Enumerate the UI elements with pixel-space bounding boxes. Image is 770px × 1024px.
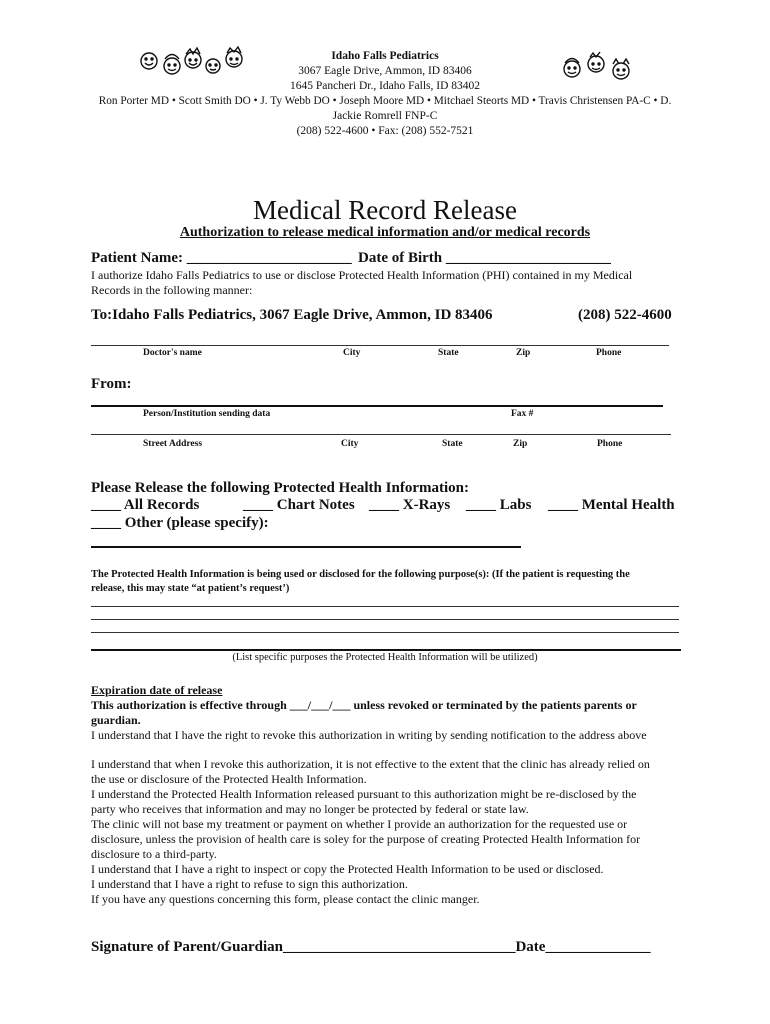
label-zip: Zip	[516, 348, 531, 358]
label-street-address: Street Address	[143, 439, 203, 449]
understand-line-10: If you have any questions concerning this form, please contact the clinic manger.	[91, 892, 480, 906]
label-from-zip: Zip	[513, 439, 528, 449]
understand-line-2: the use or disclosure of the Protected Health Information.	[91, 772, 367, 786]
option-other[interactable]: ____ Other (please specify):	[91, 515, 269, 531]
purpose-caption: (List specific purposes the Protected Health Information will be utilized)	[232, 652, 538, 663]
understand-line-4: party who receives that information and may no longer be protected by federal or state law.	[91, 802, 529, 816]
other-specify-line[interactable]	[91, 546, 521, 548]
from-label: From:	[91, 376, 132, 392]
label-doctors-name: Doctor's name	[143, 348, 202, 358]
date-label: Date	[515, 939, 546, 955]
to-recipient-phone: (208) 522-4600	[578, 307, 672, 323]
to-doctor-line[interactable]	[91, 345, 669, 346]
expiration-line-2: guardian.	[91, 713, 141, 727]
to-recipient: To:Idaho Falls Pediatrics, 3067 Eagle Drive, Ammon, ID 83406	[91, 307, 493, 323]
expiration-line-3: I understand that I have the right to revoke this authorization in writing by sending notification to the address above	[91, 728, 647, 742]
page-subtitle: Authorization to release medical information and/or medical records	[179, 225, 591, 240]
practice-name: Idaho Falls Pediatrics	[331, 50, 439, 62]
release-heading: Please Release the following Protected Health Information:	[91, 480, 469, 496]
label-from-city: City	[341, 439, 359, 449]
address-line-2: 1645 Pancheri Dr., Idaho Falls, ID 83402	[289, 80, 481, 92]
understand-line-3: I understand the Protected Health Information released pursuant to this authorization might be re-disclosed by the	[91, 787, 637, 801]
date-of-birth-field[interactable]: Date of Birth ______________________	[358, 250, 611, 266]
understand-line-7: disclosure to a third-party.	[91, 847, 217, 861]
understand-line-9: I understand that I have a right to refuse to sign this authorization.	[91, 877, 408, 891]
purpose-line-4[interactable]	[91, 649, 681, 651]
signature-line[interactable]: _______________________________	[282, 939, 516, 955]
label-phone: Phone	[596, 348, 622, 358]
understand-line-8: I understand that I have a right to inspect or copy the Protected Health Information to be used or disclosed.	[91, 862, 604, 876]
option-x-rays[interactable]: ____ X-Rays	[369, 497, 451, 513]
understand-line-5: The clinic will not base my treatment or payment on whether I provide an authorization for the requested use or	[91, 817, 628, 831]
option-labs[interactable]: ____ Labs	[466, 497, 532, 513]
understand-line-6: disclosure, unless the provision of health care is soley for the purpose of creating Protected Health Information for	[91, 832, 641, 846]
expiration-heading: Expiration date of release	[91, 683, 223, 697]
date-line[interactable]: ______________	[545, 939, 651, 955]
purpose-line-2[interactable]	[91, 619, 679, 620]
label-city: City	[343, 348, 361, 358]
purpose-line-1[interactable]	[91, 606, 679, 607]
from-address-line[interactable]	[91, 434, 671, 435]
label-fax: Fax #	[511, 409, 534, 419]
purpose-text-line-1: The Protected Health Information is being used or disclosed for the following purpose(s): (If the patient is requesting the	[91, 569, 630, 580]
label-person-institution: Person/Institution sending data	[143, 409, 271, 419]
patient-name-field[interactable]: Patient Name: ______________________	[91, 250, 352, 266]
doctors-list-continued: Jackie Romrell FNP-C	[332, 110, 438, 122]
signature-row	[91, 939, 650, 956]
from-institution-line[interactable]	[91, 405, 663, 407]
label-state: State	[438, 348, 459, 358]
expiration-line-1[interactable]: This authorization is effective through ___/___/___ unless revoked or terminated by the patients parents or	[91, 698, 637, 712]
authorize-text-line-1: I authorize Idaho Falls Pediatrics to use or disclose Protected Health Information (PHI) contained in my Medical	[91, 268, 633, 282]
doctors-list: Ron Porter MD • Scott Smith DO • J. Ty Webb DO • Joseph Moore MD • Mitchael Steorts MD • Travis Christensen PA-C • D.	[98, 95, 672, 107]
option-chart-notes[interactable]: ____ Chart Notes	[243, 497, 355, 513]
purpose-line-3[interactable]	[91, 632, 679, 633]
page-title: Medical Record Release	[253, 195, 517, 225]
authorize-text-line-2: Records in the following manner:	[91, 283, 253, 297]
label-from-phone: Phone	[597, 439, 623, 449]
purpose-text-line-2: release, this may state “at patient’s request’)	[91, 583, 290, 594]
option-all-records[interactable]: ____ All Records	[91, 497, 200, 513]
signature-label: Signature of Parent/Guardian	[91, 939, 283, 955]
address-line-1: 3067 Eagle Drive, Ammon, ID 83406	[298, 65, 472, 77]
option-mental-health[interactable]: ____ Mental Health	[548, 497, 675, 513]
understand-line-1: I understand that when I revoke this authorization, it is not effective to the extent that the clinic has already relied on	[91, 757, 650, 771]
phone-fax: (208) 522-4600 • Fax: (208) 552-7521	[296, 125, 474, 137]
label-from-state: State	[442, 439, 463, 449]
